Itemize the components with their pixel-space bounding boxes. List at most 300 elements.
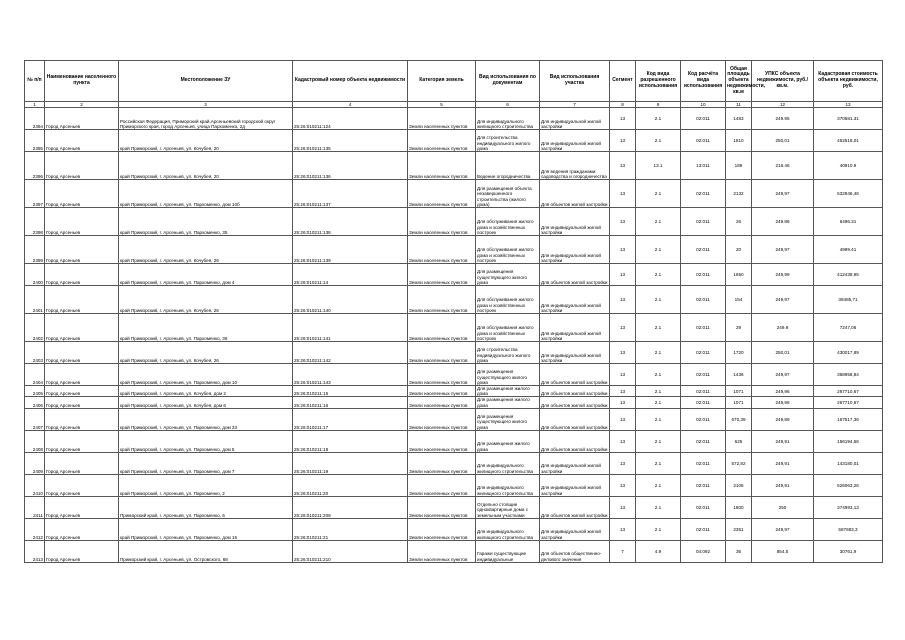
land-category-cell: Земли населенных пунктов [408, 108, 476, 130]
location-cell: край Приморский, г. Арсеньев, ул. Кочубея, дом 2 [119, 386, 293, 397]
land-category-cell: Земли населенных пунктов [408, 314, 476, 342]
table-row [25, 264, 883, 286]
cadastral-value-cell: 587683,3 [814, 518, 883, 540]
cadastral-value-cell: 143180,01 [814, 452, 883, 474]
segment-cell: 13 [610, 397, 636, 408]
col-number: 11 [726, 102, 752, 108]
doc-use-cell: Для размещения жилого дома [476, 386, 540, 397]
cadastral-number-cell: 25:26:010211:143 [293, 364, 408, 386]
doc-use-cell: Для размещения существующего жилого дома [476, 408, 540, 430]
segment-cell: 13 [610, 236, 636, 264]
area-cell: 670,39 [726, 408, 752, 430]
segment-cell: 13 [610, 474, 636, 496]
settlement-cell: Город Арсеньев [45, 314, 119, 342]
area-cell: 20 [726, 236, 752, 264]
cadastral-number-cell: 25:26:010211:210 [293, 540, 408, 562]
area-cell: 154 [726, 286, 752, 314]
col-header-number: № п/п [25, 61, 45, 102]
table-row [25, 208, 883, 236]
area-cell: 2351 [726, 518, 752, 540]
segment-cell: 13 [610, 386, 636, 397]
col-number: 4 [293, 102, 408, 108]
table-row [25, 540, 883, 562]
land-category-cell: Земли населенных пунктов [408, 342, 476, 364]
settlement-cell: Город Арсеньев [45, 108, 119, 130]
location-cell: край Приморский, г. Арсеньев, ул. Кочубея, 26 [119, 286, 293, 314]
cadastral-number-cell: 25:26:010211:138 [293, 208, 408, 236]
segment-cell: 13 [610, 364, 636, 386]
doc-use-cell: Ведение огородничества [476, 152, 540, 180]
use-code-cell: 2.1 [636, 314, 681, 342]
land-category-cell: Земли населенных пунктов [408, 386, 476, 397]
row-number: 2395 [25, 130, 45, 152]
cadastral-number-cell: 25:26:010211:141 [293, 314, 408, 342]
cadastral-value-sheet [24, 60, 882, 563]
location-cell: край Приморский, г. Арсеньев, ул. Пархоменко, дом 5 [119, 430, 293, 452]
table-row [25, 518, 883, 540]
settlement-cell: Город Арсеньев [45, 518, 119, 540]
plot-use-cell: Для объектов жилой застройки [540, 496, 610, 518]
table-row [25, 180, 883, 208]
cadastral-value-cell: 167517,36 [814, 408, 883, 430]
row-number: 2408 [25, 430, 45, 452]
use-code-cell: 2.1 [636, 236, 681, 264]
col-number: 6 [476, 102, 540, 108]
cadastral-number-cell: 25:26:010211:135 [293, 130, 408, 152]
doc-use-cell: Для обслуживания жилого дома и хозяйственных построек [476, 286, 540, 314]
plot-use-cell: Для индивидуальной жилой застройки [540, 342, 610, 364]
table-row [25, 386, 883, 397]
use-code-cell: 2.1 [636, 208, 681, 236]
upks-cell: 854,5 [752, 540, 814, 562]
settlement-cell: Город Арсеньев [45, 386, 119, 397]
segment-cell: 13 [610, 342, 636, 364]
col-header-location: Местоположение ЗУ [119, 61, 293, 102]
row-number: 2400 [25, 264, 45, 286]
cadastral-number-cell: 25:26:010211:17 [293, 408, 408, 430]
cadastral-number-cell: 25:26:010211:14 [293, 264, 408, 286]
plot-use-cell: Для индивидуальной жилой застройки [540, 474, 610, 496]
col-header-settlement: Наименование населенного пункта [45, 61, 119, 102]
area-cell: 26 [726, 208, 752, 236]
location-cell: Приморский край, г. Арсеньев, ул. Островского, 68 [119, 540, 293, 562]
use-code-cell: 2.1 [636, 430, 681, 452]
upks-cell: 249,96 [752, 386, 814, 397]
upks-cell: 250,01 [752, 342, 814, 364]
area-cell: 1650 [726, 264, 752, 286]
use-code-cell: 2.1 [636, 518, 681, 540]
land-category-cell: Земли населенных пунктов [408, 208, 476, 236]
cadastral-value-cell: 40910.9 [814, 152, 883, 180]
land-category-cell: Земли населенных пунктов [408, 364, 476, 386]
area-cell: 1810 [726, 130, 752, 152]
calc-code-cell: 02:011 [681, 397, 726, 408]
area-cell: 1436 [726, 364, 752, 386]
cadastral-value-cell: 4999.41 [814, 236, 883, 264]
use-code-cell: 2.1 [636, 180, 681, 208]
upks-cell: 249,97 [752, 236, 814, 264]
row-number: 2397 [25, 180, 45, 208]
area-cell: 36 [726, 540, 752, 562]
cadastral-number-cell: 25:26:010211:137 [293, 180, 408, 208]
row-number: 2405 [25, 386, 45, 397]
row-number: 2409 [25, 452, 45, 474]
doc-use-cell: Для обслуживания жилого дома и хозяйственных построек [476, 236, 540, 264]
land-category-cell: Земли населенных пунктов [408, 152, 476, 180]
row-number: 2410 [25, 474, 45, 496]
col-header-cadastral-value: Кадастровая стоимость объекта недвижимости, руб. [814, 61, 883, 102]
cadastral-value-cell: 532946,46 [814, 180, 883, 208]
upks-cell: 249,91 [752, 430, 814, 452]
cadastral-number-cell: 25:26:010211:124 [293, 108, 408, 130]
plot-use-cell: Для индивидуальной жилой застройки [540, 130, 610, 152]
land-category-cell: Земли населенных пунктов [408, 286, 476, 314]
upks-cell: 249,96 [752, 397, 814, 408]
cadastral-number-cell: 25:26:010211:20 [293, 474, 408, 496]
land-category-cell: Земли населенных пунктов [408, 452, 476, 474]
doc-use-cell: Для индивидуального жилищного строительства [476, 474, 540, 496]
cadastral-value-cell: 370681.31 [814, 108, 883, 130]
table-row [25, 397, 883, 408]
col-number: 5 [408, 102, 476, 108]
plot-use-cell: Для индивидуальной жилой застройки [540, 452, 610, 474]
row-number: 2406 [25, 397, 45, 408]
segment-cell: 13 [610, 264, 636, 286]
col-header-calc-code: Код расчёта вида использования [681, 61, 726, 102]
settlement-cell: Город Арсеньев [45, 342, 119, 364]
table-row [25, 496, 883, 518]
location-cell: край Приморский, г. Арсеньев, ул. Пархоменко, 2 [119, 474, 293, 496]
land-category-cell: Земли населенных пунктов [408, 264, 476, 286]
settlement-cell: Город Арсеньев [45, 474, 119, 496]
settlement-cell: Город Арсеньев [45, 152, 119, 180]
settlement-cell: Город Арсеньев [45, 264, 119, 286]
table-row [25, 286, 883, 314]
calc-code-cell: 02:011 [681, 236, 726, 264]
doc-use-cell: Для размещения существующего жилого дома [476, 264, 540, 286]
cadastral-number-cell: 25:26:010211:209 [293, 496, 408, 518]
col-number: 3 [119, 102, 293, 108]
area-cell: 1800 [726, 496, 752, 518]
location-cell: край Приморский, г. Арсеньев, ул. Пархоменко, дом 33 [119, 408, 293, 430]
row-number: 2402 [25, 314, 45, 342]
row-number: 2394 [25, 108, 45, 130]
calc-code-cell: 02:011 [681, 496, 726, 518]
col-number: 9 [636, 102, 681, 108]
row-number: 2401 [25, 286, 45, 314]
location-cell: край Приморский, г. Арсеньев, ул. Кочубея, 26 [119, 236, 293, 264]
table-row [25, 474, 883, 496]
settlement-cell: Город Арсеньев [45, 130, 119, 152]
area-cell: 1071 [726, 386, 752, 397]
settlement-cell: Город Арсеньев [45, 364, 119, 386]
upks-cell: 249.86 [752, 208, 814, 236]
settlement-cell: Город Арсеньев [45, 540, 119, 562]
calc-code-cell: 02:011 [681, 474, 726, 496]
land-category-cell: Земли населенных пунктов [408, 430, 476, 452]
location-cell: край Приморский, г. Арсеньев, ул. Пархоменко, 35 [119, 208, 293, 236]
table-row [25, 342, 883, 364]
cadastral-value-cell: 267710,67 [814, 386, 883, 397]
cadastral-number-cell: 25:26:010211:142 [293, 342, 408, 364]
plot-use-cell: Для объектов жилой застройки [540, 180, 610, 208]
col-number: 1 [25, 102, 45, 108]
table-row [25, 130, 883, 152]
segment-cell: 13 [610, 130, 636, 152]
cadastral-number-cell: 25:26:010211:21 [293, 518, 408, 540]
land-category-cell: Земли населенных пунктов [408, 408, 476, 430]
location-cell: Российская Федерация, Приморский край,Арсеньевский городской округ Приморского края, город Арсеньев, улица Пархоменко, 2д [119, 108, 293, 130]
row-number: 2399 [25, 236, 45, 264]
row-number: 2396 [25, 152, 45, 180]
use-code-cell: 2.1 [636, 364, 681, 386]
cadastral-value-cell: 30761,9 [814, 540, 883, 562]
col-header-cadastral-number: Кадастровый номер объекта недвижимости [293, 61, 408, 102]
upks-cell: 249.9 [752, 314, 814, 342]
calc-code-cell: 02:011 [681, 364, 726, 386]
cadastral-value-cell: 412438,95 [814, 264, 883, 286]
plot-use-cell: Для объектов жилой застройки [540, 264, 610, 286]
cadastral-value-cell: 452518,01 [814, 130, 883, 152]
cadastral-table [24, 60, 883, 563]
doc-use-cell: Для размещения объекта незавершенного строительства (жилого дома) [476, 180, 540, 208]
doc-use-cell: Для размещения жилого дома [476, 397, 540, 408]
plot-use-cell: Для ведения гражданами садоводства и огородничества [540, 152, 610, 180]
calc-code-cell: 02:011 [681, 314, 726, 342]
segment-cell: 13 [610, 408, 636, 430]
settlement-cell: Город Арсеньев [45, 496, 119, 518]
land-category-cell: Земли населенных пунктов [408, 518, 476, 540]
use-code-cell: 2.1 [636, 452, 681, 474]
cadastral-value-cell: 38485,71 [814, 286, 883, 314]
cadastral-number-cell: 25:26:010211:18 [293, 430, 408, 452]
doc-use-cell: Для индивидуального жилищного строительства [476, 108, 540, 130]
segment-cell: 13 [610, 314, 636, 342]
upks-cell: 249,97 [752, 286, 814, 314]
doc-use-cell: Для строительства индивидуального жилого дома [476, 342, 540, 364]
calc-code-cell: 02:011 [681, 386, 726, 397]
settlement-cell: Город Арсеньев [45, 286, 119, 314]
cadastral-number-cell: 25:26:010211:16 [293, 397, 408, 408]
cadastral-value-cell: 358958,84 [814, 364, 883, 386]
location-cell: край Приморский, г. Арсеньев, ул. Пархоменко, 36 [119, 314, 293, 342]
plot-use-cell: Для индивидуальной жилой застройки [540, 286, 610, 314]
plot-use-cell: Для объектов общественно-делового значения [540, 540, 610, 562]
plot-use-cell: Для объектов жилой застройки [540, 408, 610, 430]
doc-use-cell: Для размещения существующего жилого дома [476, 364, 540, 386]
row-number: 2413 [25, 540, 45, 562]
header-row [25, 61, 883, 102]
row-number: 2403 [25, 342, 45, 364]
settlement-cell: Город Арсеньев [45, 236, 119, 264]
location-cell: край Приморский, г. Арсеньев, ул. Пархоменко, дом 16 [119, 518, 293, 540]
cadastral-value-cell: 6496.31 [814, 208, 883, 236]
area-cell: 625 [726, 430, 752, 452]
upks-cell: 249,97 [752, 518, 814, 540]
calc-code-cell: 02:011 [681, 408, 726, 430]
cadastral-value-cell: 374993,13 [814, 496, 883, 518]
upks-cell: 249,99 [752, 264, 814, 286]
segment-cell: 13 [610, 108, 636, 130]
col-number: 13 [814, 102, 883, 108]
calc-code-cell: 02:011 [681, 208, 726, 236]
cadastral-number-cell: 25:26:010211:140 [293, 286, 408, 314]
use-code-cell: 2.1 [636, 108, 681, 130]
calc-code-cell: 02:011 [681, 264, 726, 286]
area-cell: 572,82 [726, 452, 752, 474]
cadastral-value-cell: 7247,06 [814, 314, 883, 342]
area-cell: 189 [726, 152, 752, 180]
plot-use-cell: Для индивидуальной жилой застройки [540, 236, 610, 264]
plot-use-cell: Для индивидуальной жилой застройки [540, 518, 610, 540]
upks-cell: 249,97 [752, 364, 814, 386]
calc-code-cell: 02:011 [681, 342, 726, 364]
cadastral-number-cell: 25:26:010211:19 [293, 452, 408, 474]
col-number: 2 [45, 102, 119, 108]
use-code-cell: 2.1 [636, 496, 681, 518]
cadastral-value-cell: 156194,56 [814, 430, 883, 452]
cadastral-number-cell: 25:26:010211:15 [293, 386, 408, 397]
use-code-cell: 2.1 [636, 342, 681, 364]
use-code-cell: 2.1 [636, 286, 681, 314]
segment-cell: 13 [610, 430, 636, 452]
area-cell: 29 [726, 314, 752, 342]
use-code-cell: 2.1 [636, 397, 681, 408]
row-number: 2404 [25, 364, 45, 386]
plot-use-cell: Для объектов жилой застройки [540, 386, 610, 397]
settlement-cell: Город Арсеньев [45, 408, 119, 430]
col-header-area: Общая площадь объекта недвижимости, кв.м [726, 61, 752, 102]
use-code-cell: 2.1 [636, 408, 681, 430]
settlement-cell: Город Арсеньев [45, 430, 119, 452]
plot-use-cell: Для объектов жилой застройки [540, 397, 610, 408]
cadastral-value-cell: 430017,89 [814, 342, 883, 364]
cadastral-value-cell: 267710,67 [814, 397, 883, 408]
calc-code-cell: 02:011 [681, 180, 726, 208]
location-cell: край Приморский, г. Арсеньев, ул. Кочубея, 26 [119, 342, 293, 364]
settlement-cell: Город Арсеньев [45, 208, 119, 236]
calc-code-cell: 02:011 [681, 518, 726, 540]
calc-code-cell: 02:011 [681, 108, 726, 130]
table-row [25, 364, 883, 386]
table-row [25, 108, 883, 130]
calc-code-cell: 02:011 [681, 130, 726, 152]
col-number: 10 [681, 102, 726, 108]
table-row [25, 314, 883, 342]
table-body [25, 108, 883, 563]
doc-use-cell: Для индивидуального жилищного строительства [476, 452, 540, 474]
land-category-cell: Земли населенных пунктов [408, 130, 476, 152]
col-header-upks: УПКС объекта недвижимости, руб./кв.м. [752, 61, 814, 102]
row-number: 2411 [25, 496, 45, 518]
location-cell: край Приморский, г. Арсеньев, ул. Кочубея, 20 [119, 152, 293, 180]
upks-cell: 249.95 [752, 108, 814, 130]
use-code-cell: 4.9 [636, 540, 681, 562]
use-code-cell: 2.1 [636, 264, 681, 286]
location-cell: край Приморский, г. Арсеньев, ул. Кочубея, дом 6 [119, 397, 293, 408]
row-number: 2412 [25, 518, 45, 540]
segment-cell: 13 [610, 518, 636, 540]
location-cell: Приморский край, г. Арсеньев, ул. Пархоменко, 6 [119, 496, 293, 518]
use-code-cell: 2.1 [636, 386, 681, 397]
plot-use-cell: Для объектов жилой застройки [540, 364, 610, 386]
settlement-cell: Город Арсеньев [45, 397, 119, 408]
upks-cell: 216.46 [752, 152, 814, 180]
land-category-cell: Земли населенных пунктов [408, 474, 476, 496]
doc-use-cell: Для обслуживания жилого дома и хозяйственных построек [476, 314, 540, 342]
use-code-cell: 13.1 [636, 152, 681, 180]
area-cell: 2132 [726, 180, 752, 208]
settlement-cell: Город Арсеньев [45, 452, 119, 474]
upks-cell: 249,97 [752, 180, 814, 208]
table-row [25, 408, 883, 430]
use-code-cell: 2.1 [636, 474, 681, 496]
doc-use-cell: Для строительства индивидуального жилого дома [476, 130, 540, 152]
area-cell: 1071 [726, 397, 752, 408]
land-category-cell: Земли населенных пунктов [408, 540, 476, 562]
table-row [25, 452, 883, 474]
segment-cell: 13 [610, 452, 636, 474]
location-cell: край Приморский, г. Арсеньев, ул. Пархоменко, дом 4 [119, 264, 293, 286]
table-row [25, 430, 883, 452]
col-number: 12 [752, 102, 814, 108]
calc-code-cell: 13:011 [681, 152, 726, 180]
area-cell: 1720 [726, 342, 752, 364]
cadastral-number-cell: 25:26:010211:139 [293, 236, 408, 264]
upks-cell: 249,89 [752, 408, 814, 430]
segment-cell: 13 [610, 286, 636, 314]
land-category-cell: Земли населенных пунктов [408, 496, 476, 518]
segment-cell: 13 [610, 496, 636, 518]
calc-code-cell: 02:011 [681, 430, 726, 452]
location-cell: край Приморский, г. Арсеньев, ул. Пархоменко, дом 10б [119, 180, 293, 208]
segment-cell: 13 [610, 208, 636, 236]
location-cell: край Приморский, г. Арсеньев, ул. Пархоменко, дом 7 [119, 452, 293, 474]
upks-cell: 249,91 [752, 452, 814, 474]
doc-use-cell: Гаражи существующие индивидуальные [476, 540, 540, 562]
cadastral-number-cell: 25:26:010211:136 [293, 152, 408, 180]
calc-code-cell: 04:092 [681, 540, 726, 562]
doc-use-cell: Для обслуживания жилого дома и хозяйственных построек [476, 208, 540, 236]
doc-use-cell: Для размещения жилого дома [476, 430, 540, 452]
segment-cell: 7 [610, 540, 636, 562]
land-category-cell: Земли населенных пунктов [408, 236, 476, 264]
land-category-cell: Земли населенных пунктов [408, 397, 476, 408]
settlement-cell: Город Арсеньев [45, 180, 119, 208]
row-number: 2398 [25, 208, 45, 236]
cadastral-value-cell: 526063,26 [814, 474, 883, 496]
col-header-plot-use: Вид использования участка [540, 61, 610, 102]
location-cell: край Приморский, г. Арсеньев, ул. Пархоменко, дом 10 [119, 364, 293, 386]
table-row [25, 236, 883, 264]
segment-cell: 13 [610, 180, 636, 208]
row-number: 2407 [25, 408, 45, 430]
col-header-use-code: Код вида разрешенного использования [636, 61, 681, 102]
table-row [25, 152, 883, 180]
area-cell: 1483 [726, 108, 752, 130]
land-category-cell: Земли населенных пунктов [408, 180, 476, 208]
upks-cell: 250 [752, 496, 814, 518]
col-header-segment: Сегмент [610, 61, 636, 102]
plot-use-cell: Для индивидуальной жилой застройки [540, 108, 610, 130]
segment-cell: 13 [610, 152, 636, 180]
doc-use-cell: Отдельно стоящие одноквартирные дома с земельным участками [476, 496, 540, 518]
plot-use-cell: Для индивидуальной жилой застройки [540, 208, 610, 236]
upks-cell: 249,91 [752, 474, 814, 496]
col-header-land-category: Категория земель [408, 61, 476, 102]
upks-cell: 250,01 [752, 130, 814, 152]
use-code-cell: 2.1 [636, 130, 681, 152]
